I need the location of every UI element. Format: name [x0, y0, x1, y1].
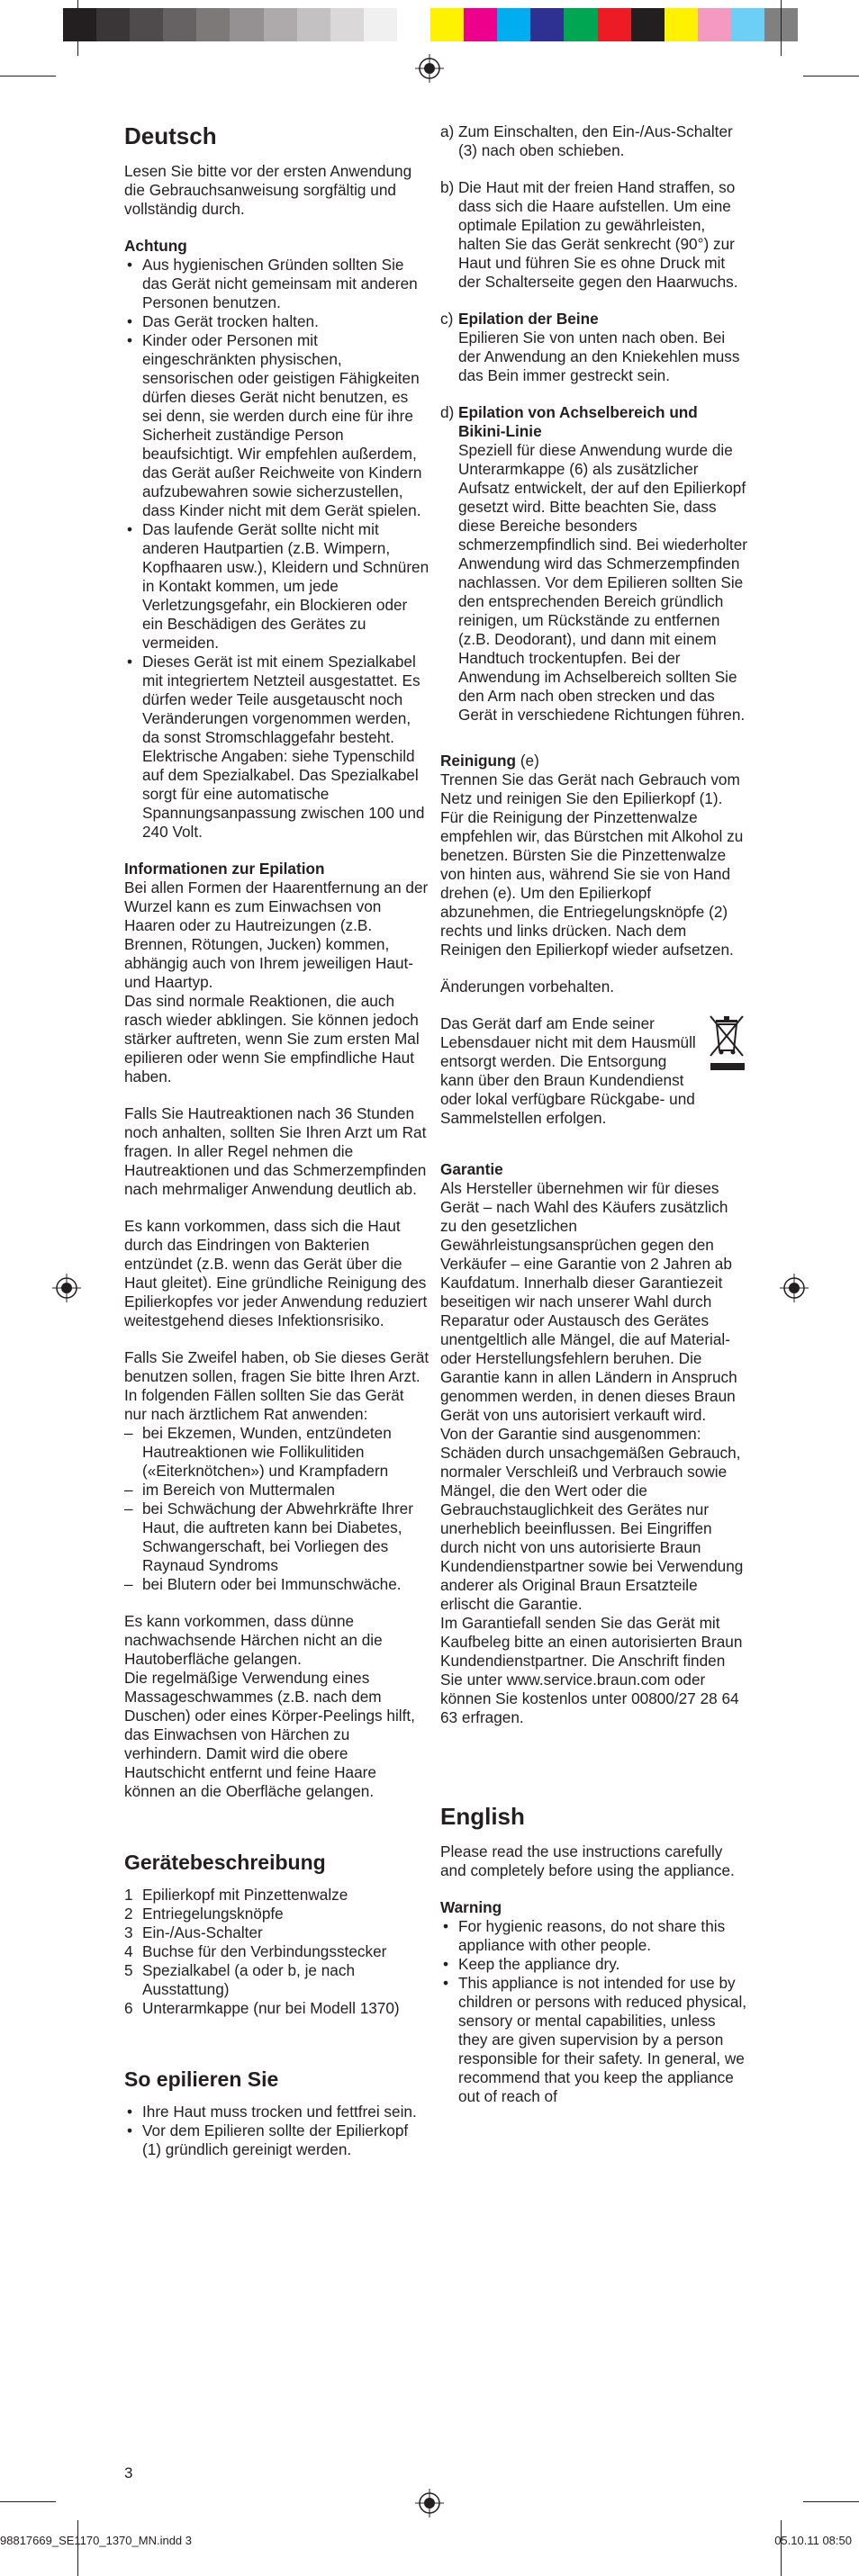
- part-number: 3: [124, 1923, 133, 1941]
- warning-heading: Warning: [440, 1898, 502, 1916]
- reinigung-heading: [440, 752, 748, 770]
- part-number: 4: [124, 1942, 133, 1960]
- crop-mark: [781, 0, 782, 56]
- color-swatch: [364, 8, 397, 41]
- garantie-paragraph: Als Hersteller übernehmen wir für dieses Gerät – nach Wahl des Käufers zusätzlich zu den gesetzlichen Gewährleistungsansprüchen gegen den Verkäufer – eine Garantie von 2 Jahren ab Kaufdatum. Innerhalb dieser Garantiezeit beseitigen wir nach unserer Wahl durch Reparatur oder Austausch des Gerätes unentgeltlich alle Mängel, die auf Material- oder Herstellungsfehlern beruhen. Die Garantie kann in allen Ländern in Anspruch genommen werden, in denen dieses Braun Gerät von uns autorisiert verkauft wird.: [440, 1179, 737, 1424]
- color-swatch: [731, 8, 764, 41]
- epilation-paragraph: Falls Sie Zweifel haben, ob Sie dieses Gerät benutzen sollen, fragen Sie bitte Ihren Arzt. In folgenden Fällen sollten Sie das Gerät nur nach ärztlichem Rat anwenden:: [124, 1348, 430, 1423]
- parts-list: [124, 1886, 430, 2018]
- aenderungen-text: Änderungen vorbehalten.: [440, 977, 615, 995]
- color-swatch: [63, 8, 96, 41]
- color-swatch: [163, 8, 196, 41]
- right-column: [440, 122, 748, 2106]
- warning-list: [440, 1917, 748, 2106]
- color-swatch: [264, 8, 297, 41]
- disposal-notice: [440, 1014, 748, 1128]
- print-color-bar: [63, 8, 798, 41]
- step-text: Speziell für diese Anwendung wurde die Unterarmkappe (6) als zusätzlicher Aufsatz entwickelt, der auf den Epilierkopf gesetzt wird. Bitte beachten Sie, dass diese Bereiche besonders schmerzempfindlich sind. Bei wiederholter Anwendung wird das Schmerzempfinden nachlassen. Vor dem Epilieren sollten Sie den entsprechenden Bereich gründlich reinigen, um Rückstände zu entfernen (z.B. Deodorant), und dann mit einem Handtuch trockentupfen. Bei der Anwendung im Achselbereich sollten Sie den Arm nach oben strecken und das Gerät in verschiedene Richtungen führen.: [458, 441, 747, 724]
- crop-mark: [803, 76, 859, 77]
- garantie-paragraph: Von der Garantie sind ausgenommen: Schäden durch unsachgemäßen Gebrauch, normaler Verschleiß und Verbrauch sowie Mängel, die den Wert oder die Gebrauchstauglichkeit des Gerätes nur unerheblich beeinflussen. Bei Eingriffen durch nicht von uns autorisierte Braun Kundendienstpartner sowie bei Verwendung anderer als Original Braun Ersatzteile erlischt die Garantie.: [440, 1425, 744, 1613]
- epilation-paragraph: Es kann vorkommen, dass dünne nachwachsende Härchen nicht an die Hautoberfläche gelangen.: [124, 1612, 383, 1668]
- color-swatch: [96, 8, 130, 41]
- reinigung-paragraph: Für die Reinigung der Pinzettenwalze empfehlen wir, das Bürstchen mit Alkohol zu benetzen. Bürsten Sie die Pinzettenwalze von hinten aus, während Sie sie von Hand drehen (e). Um den Epilierkopf abzunehmen, die Entriegelungsknöpfe (2) rechts und links drücken. Nach dem Reinigen den Epilierkopf wieder aufsetzen.: [440, 808, 744, 959]
- crop-mark: [781, 2520, 782, 2576]
- part-label: Unterarmkappe (nur bei Modell 1370): [142, 1999, 400, 2017]
- registration-mark-icon: [52, 1274, 81, 1302]
- section-title-english: English: [440, 1803, 525, 1830]
- color-swatch: [230, 8, 263, 41]
- list-item: [124, 1942, 430, 1961]
- step-letter: b): [440, 178, 455, 196]
- left-column: [124, 122, 430, 2177]
- part-label: Entriegelungsknöpfe: [142, 1905, 284, 1923]
- geraetebeschreibung-heading: Gerätebeschreibung: [124, 1851, 326, 1874]
- registration-mark-icon: [415, 2489, 444, 2517]
- part-label: Ein-/Aus-Schalter: [142, 1923, 263, 1941]
- list-item: • Das laufende Gerät sollte nicht mit anderen Hautpartien (z.B. Wimpern, Kopfhaaren usw.), Kleidern und Schnüren in Kontakt kommen, um jede Verletzungsgefahr, ein Blockieren oder ein Beschädigen des Gerätes zu vermeiden.: [124, 520, 430, 653]
- color-swatch: [297, 8, 330, 41]
- step-letter: d): [440, 403, 455, 421]
- crop-mark: [0, 2501, 56, 2502]
- reinigung-paragraph: Trennen Sie das Gerät nach Gebrauch vom Netz und reinigen Sie den Epilierkopf (1).: [440, 770, 740, 807]
- part-label: Buchse für den Verbindungsstecker: [142, 1942, 387, 1960]
- color-swatch: [497, 8, 530, 41]
- step-letter: c): [440, 310, 454, 328]
- step-title: Epilation der Beine: [458, 310, 599, 328]
- crop-mark: [77, 2520, 78, 2576]
- step-letter: a): [440, 122, 455, 140]
- section-title-deutsch: Deutsch: [124, 122, 217, 149]
- list-item: [124, 1886, 430, 1905]
- list-item: • Vor dem Epilieren sollte der Epilierkopf (1) gründlich gereinigt werden.: [124, 2121, 430, 2159]
- intro-text: Please read the use instructions carefully and completely before using the appliance.: [440, 1842, 735, 1879]
- list-item: • Keep the appliance dry.: [440, 1955, 748, 1974]
- part-number: 1: [124, 1886, 133, 1904]
- color-swatch: [196, 8, 230, 41]
- garantie-paragraph: Im Garantiefall senden Sie das Gerät mit Kaufbeleg bitte an einen autorisierten Braun Kundendienstpartner. Die Anschrift finden Sie unter www.service.braun.com oder können Sie kostenlos unter 00800/27 28 64 63 erfragen.: [440, 1614, 743, 1726]
- page-number: 3: [124, 2464, 133, 2481]
- color-swatch: [397, 8, 430, 41]
- crop-mark: [0, 76, 56, 77]
- disposal-text: Das Gerät darf am Ende seiner Lebensdauer nicht mit dem Hausmüll entsorgt werden. Die Entsorgung kann über den Braun Kundendienst oder lokal verfügbare Rückgabe- und Sammelstellen erfolgen.: [440, 1014, 696, 1127]
- crossed-out-bin-icon: [707, 1014, 748, 1074]
- step-text: Epilieren Sie von unten nach oben. Bei der Anwendung an den Kniekehlen muss das Bein immer gestreckt sein.: [458, 329, 740, 384]
- list-item: – im Bereich von Muttermalen: [124, 1481, 430, 1500]
- color-swatch: [665, 8, 698, 41]
- slug-date: 05.10.11 08:50: [774, 2534, 852, 2547]
- intro-text: Lesen Sie bitte vor der ersten Anwendung die Gebrauchsanweisung sorgfältig und vollständig durch.: [124, 162, 412, 218]
- epilation-paragraph: Es kann vorkommen, dass sich die Haut durch das Eindringen von Bakterien entzündet (z.B. wenn das Gerät über die Haut gleitet). Eine gründliche Reinigung des Epilierkopfes vor jeder Anwendung reduziert weitestgehend dieses Infektionsrisiko.: [124, 1217, 428, 1329]
- part-number: 6: [124, 1999, 133, 2017]
- list-item: • This appliance is not intended for use by children or persons with reduced physical, sensory or mental capabilities, unless they are given supervision by a person responsible for their safety. In general, we recommend that you keep the appliance out of reach of: [440, 1974, 748, 2106]
- slug-file-name: 98817669_SE1170_1370_MN.indd 3: [0, 2534, 192, 2547]
- list-item: • Dieses Gerät ist mit einem Spezialkabel mit integriertem Netzteil ausgestattet. Es dürfen weder Teile ausgetauscht noch Veränderungen vorgenommen werden, da sonst Stromschlaggefahr besteht. Elektrische Angaben: siehe Typenschild auf dem Spezialkabel. Das Spezialkabel sorgt für eine automatische Spannungsanpassung zwischen 100 und 240 Volt.: [124, 653, 430, 842]
- color-swatch: [464, 8, 497, 41]
- step-a: [440, 122, 748, 160]
- step-text: Die Haut mit der freien Hand straffen, so dass sich die Haare aufstellen. Um eine optimale Epilation zu gewährleisten, halten Sie das Gerät senkrecht (90°) zur Haut und führen Sie es ohne Druck mit der Schalterseite gegen den Haarwuchs.: [458, 178, 738, 291]
- list-item: [124, 1923, 430, 1942]
- part-label: Epilierkopf mit Pinzettenwalze: [142, 1886, 348, 1904]
- step-text: Zum Einschalten, den Ein-/Aus-Schalter (3) nach oben schieben.: [458, 122, 733, 159]
- so-epilieren-list: [124, 2103, 430, 2159]
- registration-mark-icon: [780, 1274, 809, 1302]
- condition-list: [124, 1424, 430, 1594]
- epilation-paragraph: Die regelmäßige Verwendung eines Massageschwammes (z.B. nach dem Duschen) oder eines Körper-Peelings hilft, das Einwachsen von Härchen zu verhindern. Damit wird die obere Hautschicht entfernt und feine Haare können an die Oberfläche gelangen.: [124, 1669, 415, 1800]
- step-c: [440, 310, 748, 385]
- reinigung-ref: (e): [520, 752, 539, 770]
- epilation-heading: Informationen zur Epilation: [124, 860, 325, 878]
- part-number: 2: [124, 1905, 133, 1923]
- color-swatch: [430, 8, 464, 41]
- list-item: – bei Ekzemen, Wunden, entzündeten Hautreaktionen wie Follikulitiden («Eiterknötchen») und Krampfadern: [124, 1424, 430, 1481]
- color-swatch: [330, 8, 364, 41]
- reinigung-title: Reinigung: [440, 752, 517, 770]
- garantie-heading: Garantie: [440, 1160, 503, 1178]
- list-item: – bei Blutern oder bei Immunschwäche.: [124, 1575, 430, 1594]
- color-swatch: [564, 8, 597, 41]
- list-item: • Ihre Haut muss trocken und fettfrei sein.: [124, 2103, 430, 2121]
- list-item: • Das Gerät trocken halten.: [124, 312, 430, 331]
- list-item: [124, 1905, 430, 1923]
- step-b: [440, 178, 748, 292]
- epilation-paragraph: Das sind normale Reaktionen, die auch rasch wieder abklingen. Sie können jedoch stärker auftreten, wenn Sie zum ersten Mal epilieren oder wenn Sie empfindliche Haut haben.: [124, 992, 420, 1085]
- achtung-heading: Achtung: [124, 237, 187, 255]
- registration-mark-icon: [415, 54, 444, 83]
- achtung-list: [124, 256, 430, 842]
- list-item: [124, 1999, 430, 2018]
- step-d: [440, 403, 748, 725]
- color-swatch: [598, 8, 631, 41]
- color-swatch: [631, 8, 665, 41]
- list-item: • For hygienic reasons, do not share this appliance with other people.: [440, 1917, 748, 1955]
- part-number: 5: [124, 1961, 133, 1979]
- so-epilieren-heading: So epilieren Sie: [124, 2067, 279, 2091]
- step-title: Epilation von Achselbereich und Bikini-Linie: [458, 403, 698, 440]
- epilation-paragraph: Falls Sie Hautreaktionen nach 36 Stunden noch anhalten, sollten Sie Ihren Arzt um Rat fragen. In aller Regel nehmen die Hautreaktionen und das Schmerzempfinden nach mehrmaliger Anwendung deutlich ab.: [124, 1104, 427, 1198]
- crop-mark: [803, 2501, 859, 2502]
- epilation-paragraph: Bei allen Formen der Haarentfernung an der Wurzel kann es zum Einwachsen von Haaren oder zu Hautreizungen (z.B. Brennen, Rötungen, Jucken) kommen, abhängig auch von Ihrem jeweiligen Haut- und Haartyp.: [124, 878, 429, 991]
- list-item: • Aus hygienischen Gründen sollten Sie das Gerät nicht gemeinsam mit anderen Personen benutzen.: [124, 256, 430, 312]
- list-item: • Kinder oder Personen mit eingeschränkten physischen, sensorischen oder geistigen Fähigkeiten dürfen dieses Gerät nicht benutzen, es sei denn, sie werden durch eine für ihre Sicherheit zuständige Person beaufsichtigt. Wir empfehlen außerdem, das Gerät außer Reichweite von Kindern aufzubewahren sowie sicherzustellen, dass Kinder nicht mit dem Gerät spielen.: [124, 331, 430, 520]
- list-item: – bei Schwächung der Abwehrkräfte Ihrer Haut, die auftreten kann bei Diabetes, Schwangerschaft, bei Vorliegen des Raynaud Syndroms: [124, 1500, 430, 1575]
- part-label: Spezialkabel (a oder b, je nach Ausstattung): [142, 1961, 356, 1998]
- crop-mark: [77, 0, 78, 56]
- color-swatch: [530, 8, 564, 41]
- list-item: [124, 1961, 430, 1999]
- color-swatch: [698, 8, 731, 41]
- color-swatch: [130, 8, 163, 41]
